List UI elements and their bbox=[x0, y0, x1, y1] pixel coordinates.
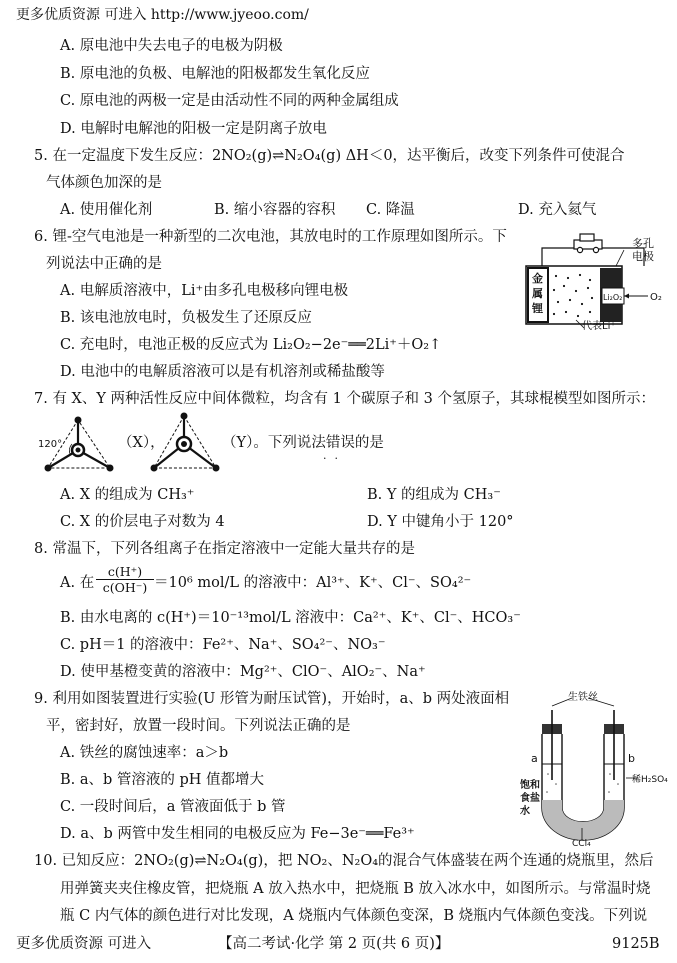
q7-option-c: C. X 的价层电子对数为 4 bbox=[60, 514, 225, 530]
porous-label-2: 电极 bbox=[632, 250, 654, 263]
q8-option-a-rest: ＝10⁶ mol/L 的溶液中：Al³⁺、K⁺、Cl⁻、SO₄²⁻ bbox=[154, 575, 472, 591]
q8-option-c: C. pH＝1 的溶液中：Fe²⁺、Na⁺、SO₄²⁻、NO₃⁻ bbox=[60, 637, 386, 653]
q8-option-d: D. 使甲基橙变黄的溶液中：Mg²⁺、ClO⁻、AlO₂⁻、Na⁺ bbox=[60, 664, 426, 680]
q10-stem-2: 用弹簧夹夹住橡皮管，把烧瓶 A 放入热水中，把烧瓶 B 放入冰水中，如图所示。与常温时烧 bbox=[60, 881, 651, 897]
q4-option-d: D. 电解时电解池的阳极一定是阴离子放电 bbox=[60, 121, 327, 137]
q5-stem: 5. 在一定温度下发生反应：2NO₂(g)⇌N₂O₄(g) ΔH＜0，达平衡后，改变下列条件可使混合 bbox=[34, 148, 625, 164]
wire-label: 生铁丝 bbox=[568, 692, 598, 703]
saline-label-1: 饱和 bbox=[520, 780, 540, 791]
q4-option-a: A. 原电池中失去电子的电极为阴极 bbox=[60, 38, 283, 54]
q6-option-b: B. 该电池放电时，负极发生了还原反应 bbox=[60, 310, 312, 326]
q8-option-b: B. 由水电离的 c(H⁺)＝10⁻¹³mol/L 溶液中：Ca²⁺、K⁺、Cl⁻、HCO₃⁻ bbox=[60, 610, 521, 626]
q6-option-c: C. 充电时，电池正极的反应式为 Li₂O₂−2e⁻══2Li⁺＋O₂↑ bbox=[60, 337, 442, 353]
molecule-y-label: （Y）。下列说法错误的是 bbox=[222, 435, 384, 451]
q8-fraction-denominator: c(OH⁻) bbox=[102, 580, 148, 595]
q4-option-b: B. 原电池的负极、电解池的阳极都发生氧化反应 bbox=[60, 66, 370, 82]
q7-option-d: D. Y 中键角小于 120° bbox=[367, 514, 514, 530]
footer-code: 9125B bbox=[612, 936, 660, 952]
o2-label: O₂ bbox=[650, 292, 662, 303]
q4-option-c: C. 原电池的两极一定是由活动性不同的两种金属组成 bbox=[60, 93, 399, 109]
q6-stem-cont: 列说法中正确的是 bbox=[46, 256, 162, 272]
q7-option-a: A. X 的组成为 CH₃⁺ bbox=[60, 487, 195, 503]
molecule-y-model bbox=[146, 412, 222, 476]
q6-stem: 6. 锂-空气电池是一种新型的二次电池，其放电时的工作原理如图所示。下 bbox=[34, 229, 507, 245]
li-ion-legend: 代表Li⁺ bbox=[582, 321, 616, 330]
q7-option-b: B. Y 的组成为 CH₃⁻ bbox=[367, 487, 501, 503]
molecule-x-model bbox=[38, 414, 120, 476]
q9-option-a: A. 铁丝的腐蚀速率：a＞b bbox=[60, 745, 229, 761]
saline-label-2: 食盐 bbox=[520, 793, 540, 804]
car-icon bbox=[574, 234, 602, 253]
q5-option-b: B. 缩小容器的容积 bbox=[214, 202, 336, 218]
q9-option-d: D. a、b 两管中发生相同的电极反应为 Fe−3e⁻══Fe³⁺ bbox=[60, 826, 415, 842]
q9-option-c: C. 一段时间后，a 管液面低于 b 管 bbox=[60, 799, 286, 815]
q7-stem: 7. 有 X、Y 两种活性反应中间体微粒，均含有 1 个碳原子和 3 个氢原子，其球棍模型如图所示： bbox=[34, 391, 655, 407]
metal-label-3: 锂 bbox=[532, 302, 543, 315]
footer-page-info: 【高二考试·化学 第 2 页(共 6 页)】 bbox=[218, 936, 450, 952]
q10-stem-3: 瓶 C 内气体的颜色进行对比发现，A 烧瓶内气体颜色变深，B 烧瓶内气体颜色变浅。下列说 bbox=[60, 908, 648, 924]
metal-label-2: 属 bbox=[532, 287, 543, 300]
ccl4-label: CCl₄ bbox=[572, 839, 591, 846]
molecule-x-label: （X）， bbox=[118, 435, 165, 451]
footer-ad: 更多优质资源 可进入 bbox=[16, 936, 152, 952]
q8-fraction-numerator: c(H⁺) bbox=[96, 564, 154, 580]
q5-option-c: C. 降温 bbox=[366, 202, 415, 218]
angle-label: 120° bbox=[38, 439, 63, 450]
q8-option-a-prefix: A. 在 bbox=[60, 575, 95, 591]
q6-option-a: A. 电解质溶液中，Li⁺由多孔电极移向锂电极 bbox=[60, 283, 349, 299]
saline-label-3: 水 bbox=[520, 806, 530, 817]
q9-stem-cont: 平，密封好，放置一段时间。下列说法正确的是 bbox=[46, 718, 351, 734]
battery-diagram bbox=[524, 228, 674, 330]
q8-stem: 8. 常温下，下列各组离子在指定溶液中一定能大量共存的是 bbox=[34, 541, 415, 557]
q9-stem: 9. 利用如图装置进行实验(U 形管为耐压试管)，开始时，a、b 两处液面相 bbox=[34, 691, 510, 707]
q5-stem-cont: 气体颜色加深的是 bbox=[46, 175, 162, 191]
metal-label-1: 金 bbox=[532, 272, 543, 285]
acid-label: 稀H₂SO₄ bbox=[632, 775, 668, 785]
emphasis-dots: ·· bbox=[323, 452, 346, 465]
q5-option-a: A. 使用催化剂 bbox=[60, 202, 153, 218]
header-ad: 更多优质资源 可进入 http://www.jyeoo.com/ bbox=[16, 7, 309, 23]
u-tube-diagram bbox=[520, 690, 670, 846]
q10-stem-1: 10. 已知反应：2NO₂(g)⇌N₂O₄(g)，把 NO₂、N₂O₄的混合气体盛装在两个连通的烧瓶里，然后 bbox=[34, 853, 654, 869]
q9-option-b: B. a、b 管溶液的 pH 值都增大 bbox=[60, 772, 265, 788]
q6-option-d: D. 电池中的电解质溶液可以是有机溶剂或稀盐酸等 bbox=[60, 364, 385, 380]
a-label: a bbox=[531, 752, 538, 765]
porous-label-1: 多孔 bbox=[632, 237, 654, 250]
b-label: b bbox=[628, 752, 635, 765]
q8-fraction bbox=[96, 564, 154, 595]
q5-option-d: D. 充入氦气 bbox=[518, 202, 597, 218]
li2o2-label: Li₂O₂ bbox=[603, 293, 623, 302]
